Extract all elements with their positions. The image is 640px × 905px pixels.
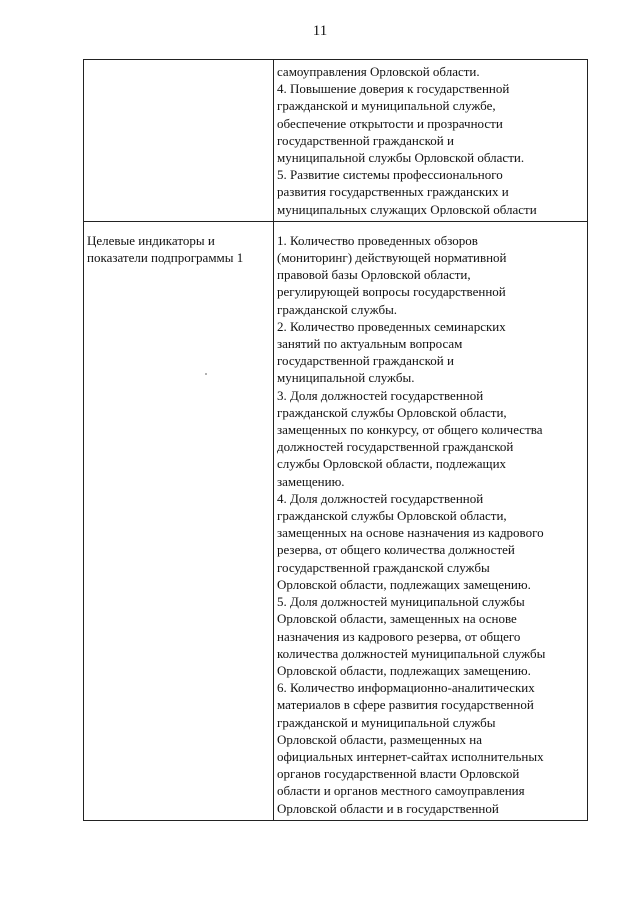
- text-line: количества должностей муниципальной службы: [277, 645, 546, 661]
- text-line: гражданской службы Орловской области,: [277, 404, 507, 420]
- text-line: государственной гражданской службы: [277, 559, 490, 575]
- row1-right-cell: [274, 60, 588, 222]
- text-line: материалов в сфере развития государственной: [277, 697, 534, 713]
- text-line: государственной гражданской и: [277, 353, 454, 369]
- text-line: области и органов местного самоуправления: [277, 783, 525, 799]
- text-line: 3. Доля должностей государственной: [277, 387, 484, 403]
- text-line: службы Орловской области, подлежащих: [277, 456, 507, 472]
- text-line: муниципальной службы Орловской области.: [277, 150, 525, 166]
- text-line: Орловской области, подлежащих замещению.: [277, 576, 531, 592]
- text-line: 1. Количество проведенных обзоров: [277, 232, 478, 248]
- text-line: государственной гражданской и: [277, 132, 454, 148]
- text-line: гражданской и муниципальной службы: [277, 714, 496, 730]
- row1-left-cell: [84, 60, 274, 222]
- text-line: гражданской службы.: [277, 301, 398, 317]
- text-line: регулирующей вопросы государственной: [277, 284, 506, 300]
- text-line: назначения из кадрового резерва, от общего: [277, 628, 521, 644]
- text-line: 5. Развитие системы профессионального: [277, 167, 503, 183]
- text-line: муниципальных служащих Орловской области: [277, 201, 537, 217]
- scan-speck: [205, 373, 207, 375]
- text-line: резерва, от общего количества должностей: [277, 542, 515, 558]
- text-line: правовой базы Орловской области,: [277, 267, 471, 283]
- text-line: замещенных по конкурсу, от общего количества: [277, 422, 543, 438]
- text-line: Орловской области, размещенных на: [277, 731, 482, 747]
- text-line: 5. Доля должностей муниципальной службы: [277, 594, 525, 610]
- text-line: обеспечение открытости и прозрачности: [277, 115, 503, 131]
- text-line: 4. Доля должностей государственной: [277, 490, 484, 506]
- table-row: [84, 60, 588, 222]
- text-line: развития государственных гражданских и: [277, 184, 509, 200]
- indicators-label-line: Целевые индикаторы и: [87, 232, 215, 248]
- text-line: (мониторинг) действующей нормативной: [277, 250, 507, 266]
- text-line: 6. Количество информационно-аналитических: [277, 680, 535, 696]
- text-line: должностей государственной гражданской: [277, 439, 514, 455]
- row2-right-cell: [274, 221, 588, 820]
- text-line: муниципальной службы.: [277, 370, 415, 386]
- row2-left-cell: [84, 221, 274, 820]
- text-line: органов государственной власти Орловской: [277, 766, 520, 782]
- text-line: занятий по актуальным вопросам: [277, 336, 463, 352]
- table-row: [84, 221, 588, 820]
- subprogram-passport-table: [83, 59, 588, 821]
- text-line: 4. Повышение доверия к государственной: [277, 81, 510, 97]
- text-line: гражданской и муниципальной службе,: [277, 98, 496, 114]
- page-number: 11: [312, 23, 328, 39]
- text-line: Орловской области и в государственной: [277, 800, 499, 816]
- text-line: Орловской области, подлежащих замещению.: [277, 662, 531, 678]
- text-line: Орловской области, замещенных на основе: [277, 611, 517, 627]
- text-line: замещению.: [277, 473, 345, 489]
- indicators-label-line: показатели подпрограммы 1: [87, 250, 244, 266]
- text-line: замещенных на основе назначения из кадрового: [277, 525, 544, 541]
- text-line: самоуправления Орловской области.: [277, 64, 480, 79]
- text-line: официальных интернет-сайтах исполнительных: [277, 748, 544, 764]
- text-line: гражданской службы Орловской области,: [277, 508, 507, 524]
- text-line: 2. Количество проведенных семинарских: [277, 318, 506, 334]
